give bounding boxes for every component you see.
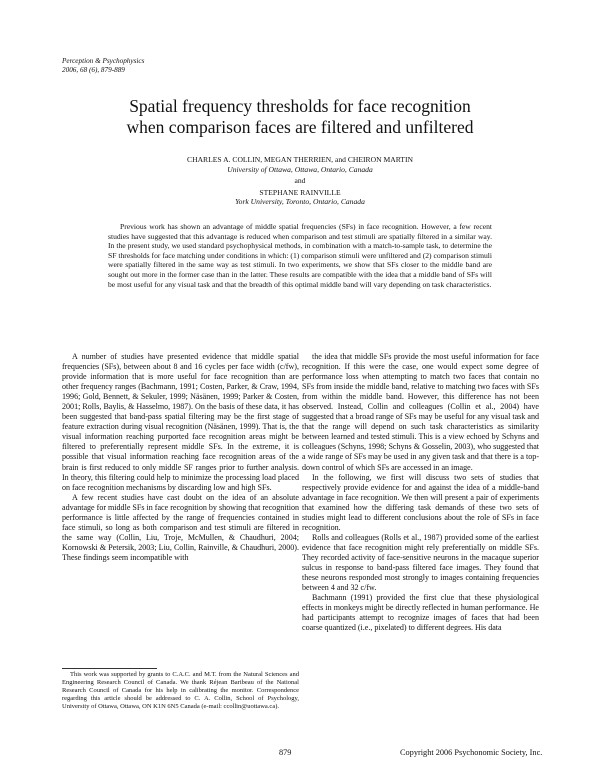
journal-name: Perception & Psychophysics	[62, 57, 145, 65]
page-number: 879	[279, 748, 292, 757]
body-paragraph: A few recent studies have cast doubt on the idea of an absolute advantage for middle SFs in face recognition by showing that recognition performance is little affected by the range of frequencies contained in face stimuli, so long as both comparison and test stimuli are filtered in the same way (Collin, Liu, Troje, McMullen, & Chaudhuri, 2004; Kornowski & Petersik, 2003; Liu, Collin, Rainville, & Chaudhuri, 2000). These findings seem incompatible with	[62, 492, 299, 562]
author-group-1: CHARLES A. COLLIN, MEGAN THERRIEN, and CHEIRON MARTIN	[187, 155, 413, 164]
journal-citation: 2006, 68 (6), 879-889	[62, 66, 125, 74]
footnote: This work was supported by grants to C.A.C. and M.T. from the Natural Sciences and Engineering Research Council of Canada. We thank Réjean Baribeau of the National Research Council of Canada for his help in calibrating the monitor. Correspondence regarding this article should be addressed to C. A. Collin, School of Psychology, University of Ottawa, Ottawa, ON K1N 6N5 Canada (e-mail: ccollin@uottawa.ca).	[62, 671, 299, 711]
author-block	[60, 155, 540, 207]
body-paragraph: the idea that middle SFs provide the most useful information for face recognition. If this were the case, one would expect some degree of performance loss when attempting to match two faces that contain no SFs from inside the middle band, relative to matching two faces with SFs from within the middle band. However, this difference has not been observed. Instead, Collin and colleagues (Collin et al., 2004) have suggested that a broad range of SFs may be useful for any visual task and that the range will depend on such task characteristics as similarity between learned and tested stimuli. This is a view echoed by Schyns and colleagues (Schyns, 1998; Schyns & Gosselin, 2003), who suggested that a wide range of SFs may be used in any given task and that there is a top-down control of which SFs are accessed in an image.	[302, 352, 539, 472]
author-conjunction: and	[294, 176, 306, 185]
journal-header	[62, 57, 144, 75]
title-line-1: Spatial frequency thresholds for face recognition	[129, 96, 471, 116]
body-paragraph: In the following, we first will discuss two sets of studies that respectively provide evidence for and against the idea of a middle-band advantage in face recognition. We then will present a pair of experiments that examined how the differing task demands of these two sets of studies might lead to different conclusions about the role of SFs in face recognition.	[302, 472, 539, 532]
body-paragraph: Bachmann (1991) provided the first clue that these physiological effects in monkeys might be directly reflected in human performance. He had participants attempt to recognize images of faces that had been coarse quantized (i.e., pixelated) to different degrees. His data	[302, 593, 539, 633]
abstract: Previous work has shown an advantage of middle spatial frequencies (SFs) in face recognition. However, a few recent studies have suggested that this advantage is reduced when comparison and test stimuli are spatially filtered in a similar way. In the present study, we used standard psychophysical methods, in combination with a match-to-sample task, to determine the SF thresholds for face matching under conditions in which: (1) comparison stimuli were unfiltered and (2) comparison stimuli were spatially filtered in the same way as test stimuli. In two experiments, we show that SFs closer to the middle band are sought out more in the former case than in the latter. These results are compatible with the idea that a middle band of SFs will be most useful for any visual task and that the breadth of this optimal middle band will vary depending on task characteristics.	[108, 222, 492, 289]
affiliation-2: York University, Toronto, Ontario, Canada	[235, 197, 365, 206]
body-paragraph: Rolls and colleagues (Rolls et al., 1987) provided some of the earliest evidence that face recognition might rely preferentially on middle SFs. They recorded activity of face-sensitive neurons in the macaque superior sulcus in response to band-pass filtered face images. They found that these neurons responded most strongly to images containing frequencies between 4 and 32 c/fw.	[302, 532, 539, 593]
affiliation-1: University of Ottawa, Ottawa, Ontario, Canada	[227, 164, 373, 174]
footnote-divider	[62, 668, 157, 669]
body-column-left	[62, 352, 299, 563]
body-paragraph: A number of studies have presented evidence that middle spatial frequencies (SFs), between about 8 and 16 cycles per face width (c/fw), provide information that is more useful for face recognition than are other frequency ranges (Bachmann, 1991; Costen, Parker, & Craw, 1994, 1996; Gold, Bennett, & Sekuler, 1999; Näsänen, 1999; Parker & Costen, 2001; Rolls, Baylis, & Hasselmo, 1987). On the basis of these data, it has been suggested that band-pass spatial filtering may be the first stage of feature extraction during visual recognition (Näsänen, 1999). That is, the visual information reaching purported face recognition areas might be filtered to preferentially represent middle SFs. In the extreme, it is possible that visual information reaching face recognition areas of the brain is first reduced to only middle SF ranges prior to further analysis. In theory, this filtering could help to minimize the processing load placed on face recognition mechanisms by discarding low and high SFs.	[62, 352, 299, 492]
title-line-2: when comparison faces are filtered and unfiltered	[126, 117, 474, 137]
copyright-notice: Copyright 2006 Psychonomic Society, Inc.	[400, 748, 543, 757]
paper-title	[60, 96, 540, 138]
body-column-right	[302, 352, 539, 633]
author-group-2: STEPHANE RAINVILLE	[259, 187, 341, 197]
